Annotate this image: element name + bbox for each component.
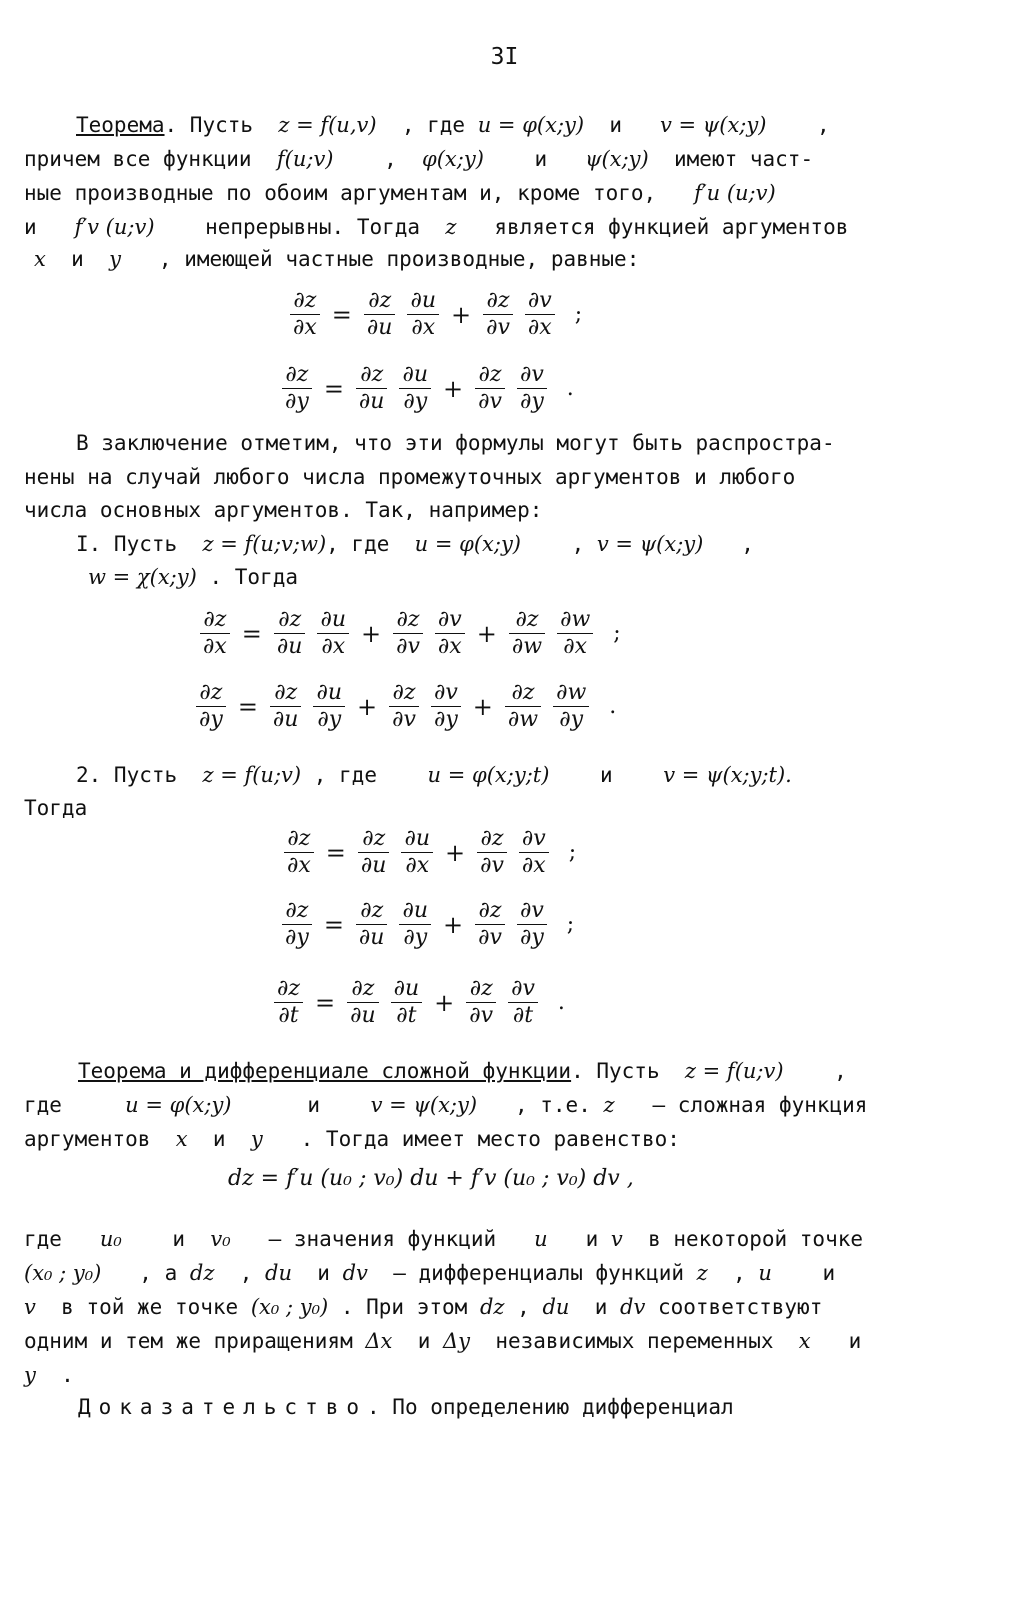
item1-line2: w = χ(x;y) . Тогда xyxy=(88,565,298,589)
theorem2-line3: аргументов x и y . Тогда имеет место равенство: xyxy=(24,1127,680,1151)
formula-dz-dx-3: $\frac{\partial z}{\partial x}$ = $\frac{\partial z}{\partial u}$ $\frac{\partial u}{\partial x}$ + $\frac{\partial z}{\partial v}$ $\frac{\partial v}{\partial x}$ ; xyxy=(278,826,576,879)
para3-line1: где u₀ и v₀ – значения функций u и v в некоторой точке xyxy=(24,1227,863,1251)
theorem1-line5: x и y , имеющей частные производные, равные: xyxy=(34,247,640,271)
formula-dz-dt-3: $\frac{\partial z}{\partial t}$ = $\frac{\partial z}{\partial u}$ $\frac{\partial u}{\partial t}$ + $\frac{\partial z}{\partial v}$ $\frac{\partial v}{\partial t}$ . xyxy=(268,976,565,1029)
para2-line1: В заключение отметим, что эти формулы могут быть распростра- xyxy=(76,431,835,455)
para3-line4: одним и тем же приращениям Δx и Δy независимых переменных x и xyxy=(24,1329,862,1353)
theorem-title: Теорема xyxy=(76,113,165,137)
formula-dz-dy-1: $\frac{\partial z}{\partial y}$ = $\frac{\partial z}{\partial u}$ $\frac{\partial u}{\partial y}$ + $\frac{\partial z}{\partial v}$ $\frac{\partial v}{\partial y}$ . xyxy=(276,362,574,415)
para3-line3: v в той же точке (x₀ ; y₀) . При этом dz , du и dv соответствуют xyxy=(24,1295,823,1319)
proof-line: Доказательство. По определению дифференциал xyxy=(78,1395,734,1419)
para2-line3: числа основных аргументов. Так, например: xyxy=(24,498,543,522)
formula-dz-dy-3: $\frac{\partial z}{\partial y}$ = $\frac{\partial z}{\partial u}$ $\frac{\partial u}{\partial y}$ + $\frac{\partial z}{\partial v}$ $\frac{\partial v}{\partial y}$ ; xyxy=(276,898,574,951)
formula-dz-dx-1: $\frac{\partial z}{\partial x}$ = $\frac{\partial z}{\partial u}$ $\frac{\partial u}{\partial x}$ + $\frac{\partial z}{\partial v}$ $\frac{\partial v}{\partial x}$ ; xyxy=(284,288,582,341)
theorem1-line1: Теорема. Пусть z = f(u,v) , где u = φ(x;y) и v = ψ(x;y) , xyxy=(76,113,830,137)
formula-dz-dy-2: $\frac{\partial z}{\partial y}$ = $\frac{\partial z}{\partial u}$ $\frac{\partial u}{\partial y}$ + $\frac{\partial z}{\partial v}$ $\frac{\partial v}{\partial y}$ + $\frac{\partial z}{\partial w}$ $\frac{\partial w}{\partial y}$ . xyxy=(190,680,616,733)
theorem1-line2: причем все функции f(u;v) , φ(x;y) и ψ(x;y) имеют част- xyxy=(24,147,814,171)
differential-equation: dz = f′u (u₀ ; v₀) du + f′v (u₀ ; v₀) dv , xyxy=(228,1166,634,1191)
para3-line5: y . xyxy=(24,1363,74,1387)
theorem1-line3: ные производные по обоим аргументам и, кроме того, f′u (u;v) xyxy=(24,181,776,205)
para2-line2: нены на случай любого числа промежуточных аргументов и любого xyxy=(24,465,796,489)
theorem2-title: Теорема и дифференциале сложной функции xyxy=(78,1059,572,1083)
page-number: 3I xyxy=(490,44,519,70)
formula-dz-dx-2: $\frac{\partial z}{\partial x}$ = $\frac{\partial z}{\partial u}$ $\frac{\partial u}{\partial x}$ + $\frac{\partial z}{\partial v}$ $\frac{\partial v}{\partial x}$ + $\frac{\partial z}{\partial w}$ $\frac{\partial w}{\partial x}$ ; xyxy=(194,607,621,660)
item2-line2: Тогда xyxy=(24,796,88,820)
theorem1-line4: и f′v (u;v) непрерывны. Тогда z является функцией аргументов xyxy=(24,215,849,239)
item1-line1: I. Пусть z = f(u;v;w), где u = φ(x;y) , v = ψ(x;y) , xyxy=(76,532,754,556)
item2-line1: 2. Пусть z = f(u;v) , где u = φ(x;y;t) и v = ψ(x;y;t). xyxy=(76,763,792,787)
theorem2-line1: Теорема и дифференциале сложной функции. Пусть z = f(u;v) , xyxy=(78,1059,847,1083)
proof-word: Доказательство xyxy=(78,1395,368,1419)
para3-line2: (x₀ ; y₀) , а dz , du и dv – дифференциалы функций z , u и xyxy=(24,1261,836,1285)
theorem2-line2: где u = φ(x;y) и v = ψ(x;y) , т.е. z – сложная функция xyxy=(24,1093,868,1117)
